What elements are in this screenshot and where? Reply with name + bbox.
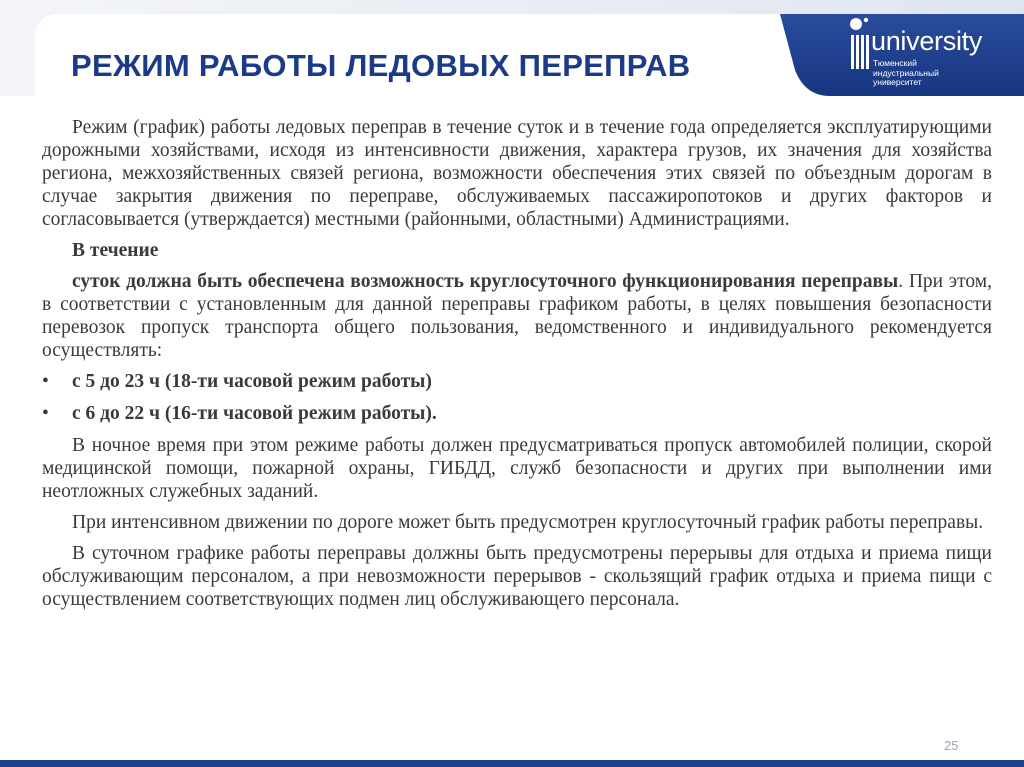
paragraph-night-time: В ночное время при этом режиме работы должен предусматриваться пропуск автомобилей полиции, скорой медицинской помощи, пожарной охраны, ГИБДД, служб безопасности и других при выполнении ими неотложных служебных заданий. (42, 435, 992, 502)
university-logo (836, 14, 986, 90)
logo-subtitle-line: Тюменский (873, 58, 917, 68)
logo-subtitle-line: индустриальный (873, 67, 939, 78)
paragraph-intensive-traffic: При интенсивном движении по дороге может быть предусмотрен круглосуточный график работы переправы. (72, 512, 984, 533)
logo-subtitle-line: университет (873, 77, 922, 87)
round-the-clock-emphasis: суток должна быть обеспечена возможность круглосуточного функционирования переправы (72, 271, 899, 292)
footer-bar (0, 760, 1024, 767)
logo-subtitle (873, 59, 983, 88)
slide-title: РЕЖИМ РАБОТЫ ЛЕДОВЫХ ПЕРЕПРАВ (71, 48, 691, 83)
paragraph-during-text: В течение (72, 240, 159, 261)
bullet-marker: • (42, 371, 49, 392)
paragraph-schedule-definition: Режим (график) работы ледовых переправ в течение суток и в течение года определяется эксплуатирующими дорожными хозяйствами, исходя из интенсивности движения, характера грузов, их значения для хозяйства региона, межхозяйственных связей региона, возможности обеспечения этих связей по объездным дорогам в случае закрытия движения по переправе, обслуживаемых пассажиропотоков и других факторов и согласовывается (утверждается) местными (районными, областными) Администрациями. (42, 117, 992, 230)
paragraph-round-the-clock (42, 270, 992, 362)
bullet-marker: • (42, 403, 49, 424)
paragraph-during (42, 239, 992, 262)
university-logo-icon (836, 14, 872, 76)
schedule-list (42, 370, 992, 425)
list-item-text: с 5 до 23 ч (18-ти часовой режим работы) (72, 371, 432, 392)
list-item-text: с 6 до 22 ч (16-ти часовой режим работы). (72, 403, 437, 424)
paragraph-breaks: В суточном графике работы переправы должны быть предусмотрены перерывы для отдыха и приема пищи обслуживающим персоналом, а при невозможности перерывов - скользящий график отдыха и приема пищи с осуществлением соответствующих подмен лиц обслуживающего персонала. (42, 543, 992, 610)
logo-wordmark: university (871, 26, 983, 56)
list-item (42, 402, 992, 425)
list-item (42, 370, 992, 393)
round-the-clock-rest: . При этом, в соответствии с установленным для данной переправы графиком работы, в целях повышения безопасности перевозок пропуск транспорта общего пользования, ведомственного и индивидуального рекомендуется осуществлять: (42, 271, 992, 361)
slide-body (42, 116, 992, 619)
page-number: 25 (944, 738, 959, 753)
